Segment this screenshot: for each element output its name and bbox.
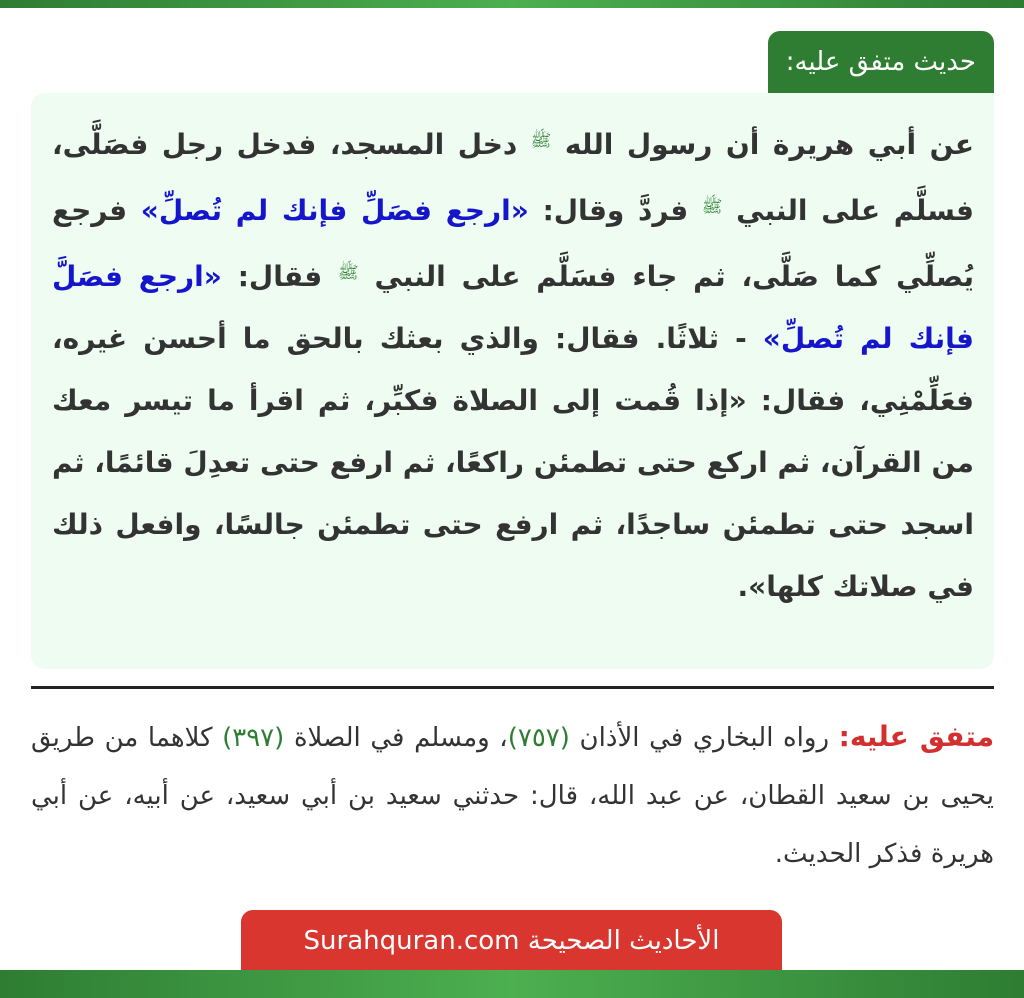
divider (31, 686, 994, 689)
source-segment: ، ومسلم في الصلاة (293, 723, 508, 753)
source-segment: كلاهما من طريق يحيى بن سعيد القطان، عن عبد الله، قال: حدثني سعيد بن أبي سعيد، عن أبيه، عن أبي هريرة فذكر الحديث. (31, 723, 994, 869)
bottom-accent-bar (0, 970, 1024, 998)
salawat-icon: ﷺ (338, 263, 359, 283)
prophet-quote: «ارجع فصَلَّ فإنك لم تُصلِّ» (52, 260, 975, 355)
salawat-icon: ﷺ (530, 131, 552, 151)
hadith-number: (٧٥٧) (507, 723, 570, 753)
source-label: متفق عليه: (838, 720, 995, 753)
hadith-text (52, 110, 974, 618)
hadith-segment: - ثلاثًا. فقال: والذي بعثك بالحق ما أحسن غيره، فعَلِّمْنِي، فقال: «إذا قُمت إلى الصلاة فكبِّر، ثم اقرأ ما تيسر معك من القرآن، ثم اركع حتى تطمئن راكعًا، ثم ارفع حتى تعدِلَ قائمًا، ثم اسجد حتى تطمئن ساجدًا، ثم ارفع حتى تطمئن جالسًا، وافعل ذلك في صلاتك كلها». (52, 322, 974, 603)
site-badge[interactable]: الأحاديث الصحيحة Surahquran.com (241, 910, 782, 972)
hadith-segment: عن أبي هريرة أن رسول الله (564, 128, 974, 161)
hadith-segment: دخل المسجد، فدخل رجل فصَلَّى، فسلَّم على النبي (52, 128, 975, 227)
top-accent-bar (0, 0, 1024, 8)
source-segment: رواه البخاري في الأذان (579, 723, 829, 753)
source-text (31, 708, 994, 883)
hadith-segment: فقال: (237, 260, 323, 293)
hadith-segment: فرجع يُصلِّي كما صَلَّى، ثم جاء فسَلَّم على النبي (52, 194, 975, 293)
prophet-quote: «ارجع فصَلِّ فإنك لم تُصلِّ» (140, 194, 529, 227)
hadith-title: حديث متفق عليه: (768, 31, 994, 93)
salawat-icon: ﷺ (701, 197, 723, 217)
hadith-segment: فردَّ وقال: (542, 194, 689, 227)
hadith-number: (٣٩٧) (222, 723, 285, 753)
